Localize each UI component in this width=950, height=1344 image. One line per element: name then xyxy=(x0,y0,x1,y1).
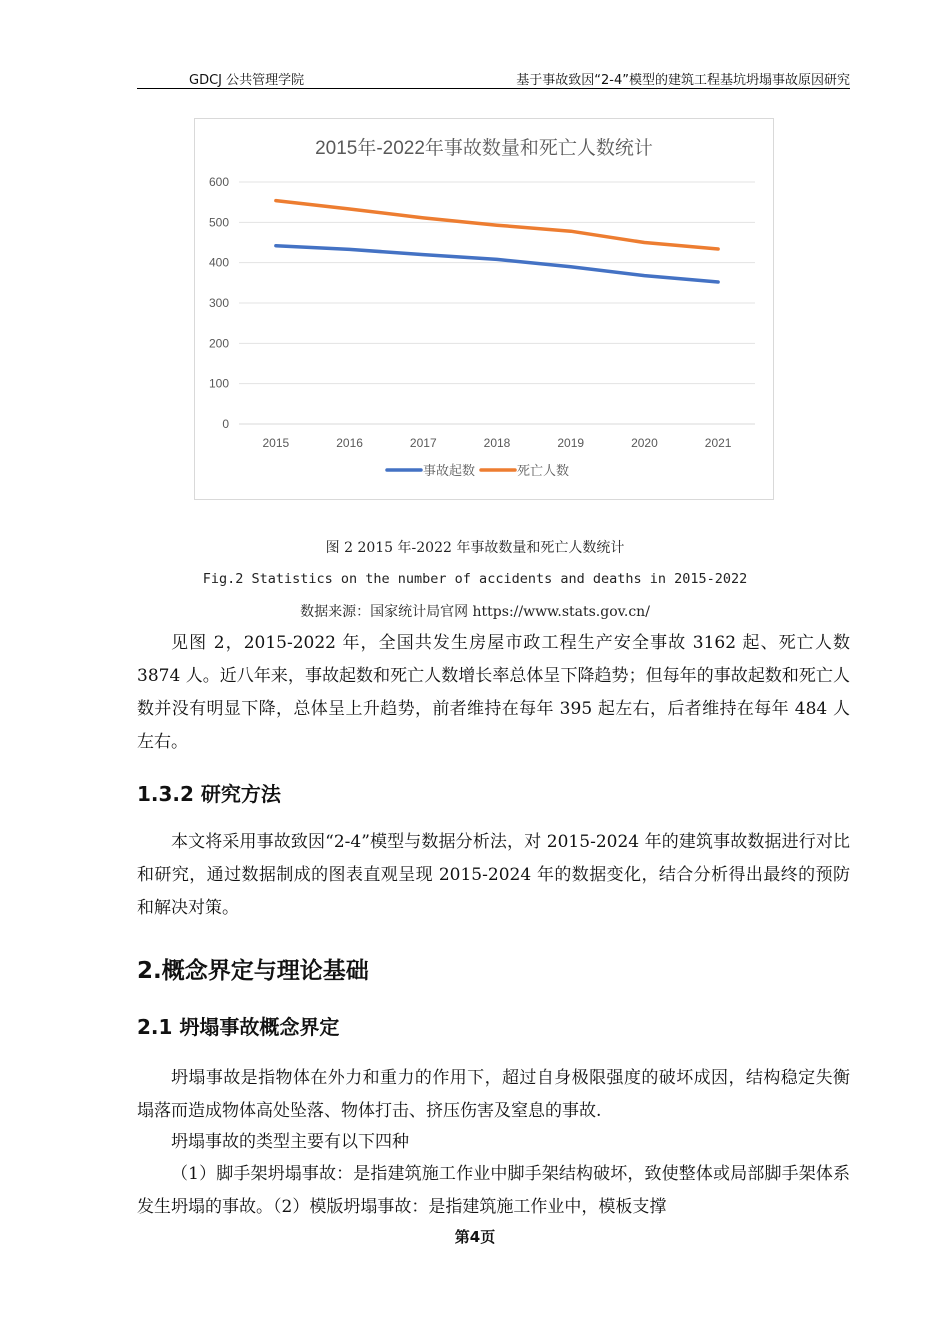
y-tick-label: 600 xyxy=(208,175,229,189)
section-heading-1-3-2: 1.3.2 研究方法 xyxy=(137,782,281,806)
running-header xyxy=(137,66,850,89)
x-tick-label: 2021 xyxy=(704,436,732,450)
paragraph-collapse-types-intro: 坍塌事故的类型主要有以下四种 xyxy=(171,1132,409,1152)
series-line-2 xyxy=(276,201,718,249)
y-tick-label: 500 xyxy=(208,215,229,230)
x-tick-label: 2018 xyxy=(483,436,511,450)
header-institution: GDCJ 公共管理学院 xyxy=(189,73,305,88)
y-tick-label: 300 xyxy=(208,296,229,310)
chart-svg xyxy=(195,119,773,499)
series-line-1 xyxy=(276,246,718,282)
x-tick-label: 2020 xyxy=(631,436,658,450)
figure-source: 数据来源：国家统计局官网 https://www.stats.gov.cn/ xyxy=(300,604,650,620)
section-heading-2-1: 2.1 坍塌事故概念界定 xyxy=(137,1015,340,1039)
paragraph-accident-stats: 见图 2，2015-2022 年，全国共发生房屋市政工程生产安全事故 3162 起、死亡人数 3874 人。近八年来，事故起数和死亡人数增长率总体呈下降趋势；但每年的事故起数和死亡人数并没有明显下降，总体呈上升趋势，前者维持在每年 395 起左右，后者维持在每年 484 人左右。 xyxy=(137,633,850,752)
legend-label-2: 死亡人数 xyxy=(517,464,570,479)
page-number: 第4页 xyxy=(454,1228,496,1246)
paragraph-collapse-definition: 坍塌事故是指物体在外力和重力的作用下，超过自身极限强度的破坏成因，结构稳定失衡塌落而造成物体高处坠落、物体打击、挤压伤害及窒息的事故. xyxy=(137,1068,850,1121)
header-paper-title: 基于事故致因“2-4”模型的建筑工程基坑坍塌事故原因研究 xyxy=(516,73,850,88)
line-chart xyxy=(194,118,774,500)
y-tick-label: 100 xyxy=(208,376,229,391)
y-tick-label: 0 xyxy=(222,417,229,431)
chapter-heading-2: 2.概念界定与理论基础 xyxy=(137,958,369,984)
y-tick-label: 200 xyxy=(208,336,229,351)
y-tick-label: 400 xyxy=(208,255,229,270)
x-tick-label: 2019 xyxy=(557,436,585,450)
legend-label-1: 事故起数 xyxy=(423,464,476,479)
x-tick-label: 2017 xyxy=(409,436,437,450)
x-tick-label: 2015 xyxy=(262,436,290,450)
paragraph-method: 本文将采用事故致因“2-4”模型与数据分析法，对 2015-2024 年的建筑事故数据进行对比和研究，通过数据制成的图表直观呈现 2015-2024 年的数据变化，结合分析得出最终的预防和解决对策。 xyxy=(137,832,850,918)
figure-caption-zh: 图 2 2015 年-2022 年事故数量和死亡人数统计 xyxy=(325,540,625,556)
figure-caption-en: Fig.2 Statistics on the number of accidents and deaths in 2015-2022 xyxy=(202,571,748,587)
chart-title: 2015年-2022年事故数量和死亡人数统计 xyxy=(315,138,653,159)
x-tick-label: 2016 xyxy=(336,436,363,450)
paragraph-collapse-types: （1）脚手架坍塌事故：是指建筑施工作业中脚手架结构破坏，致使整体或局部脚手架体系发生坍塌的事故。（2）模版坍塌事故：是指建筑施工作业中，模板支撑 xyxy=(137,1164,850,1217)
